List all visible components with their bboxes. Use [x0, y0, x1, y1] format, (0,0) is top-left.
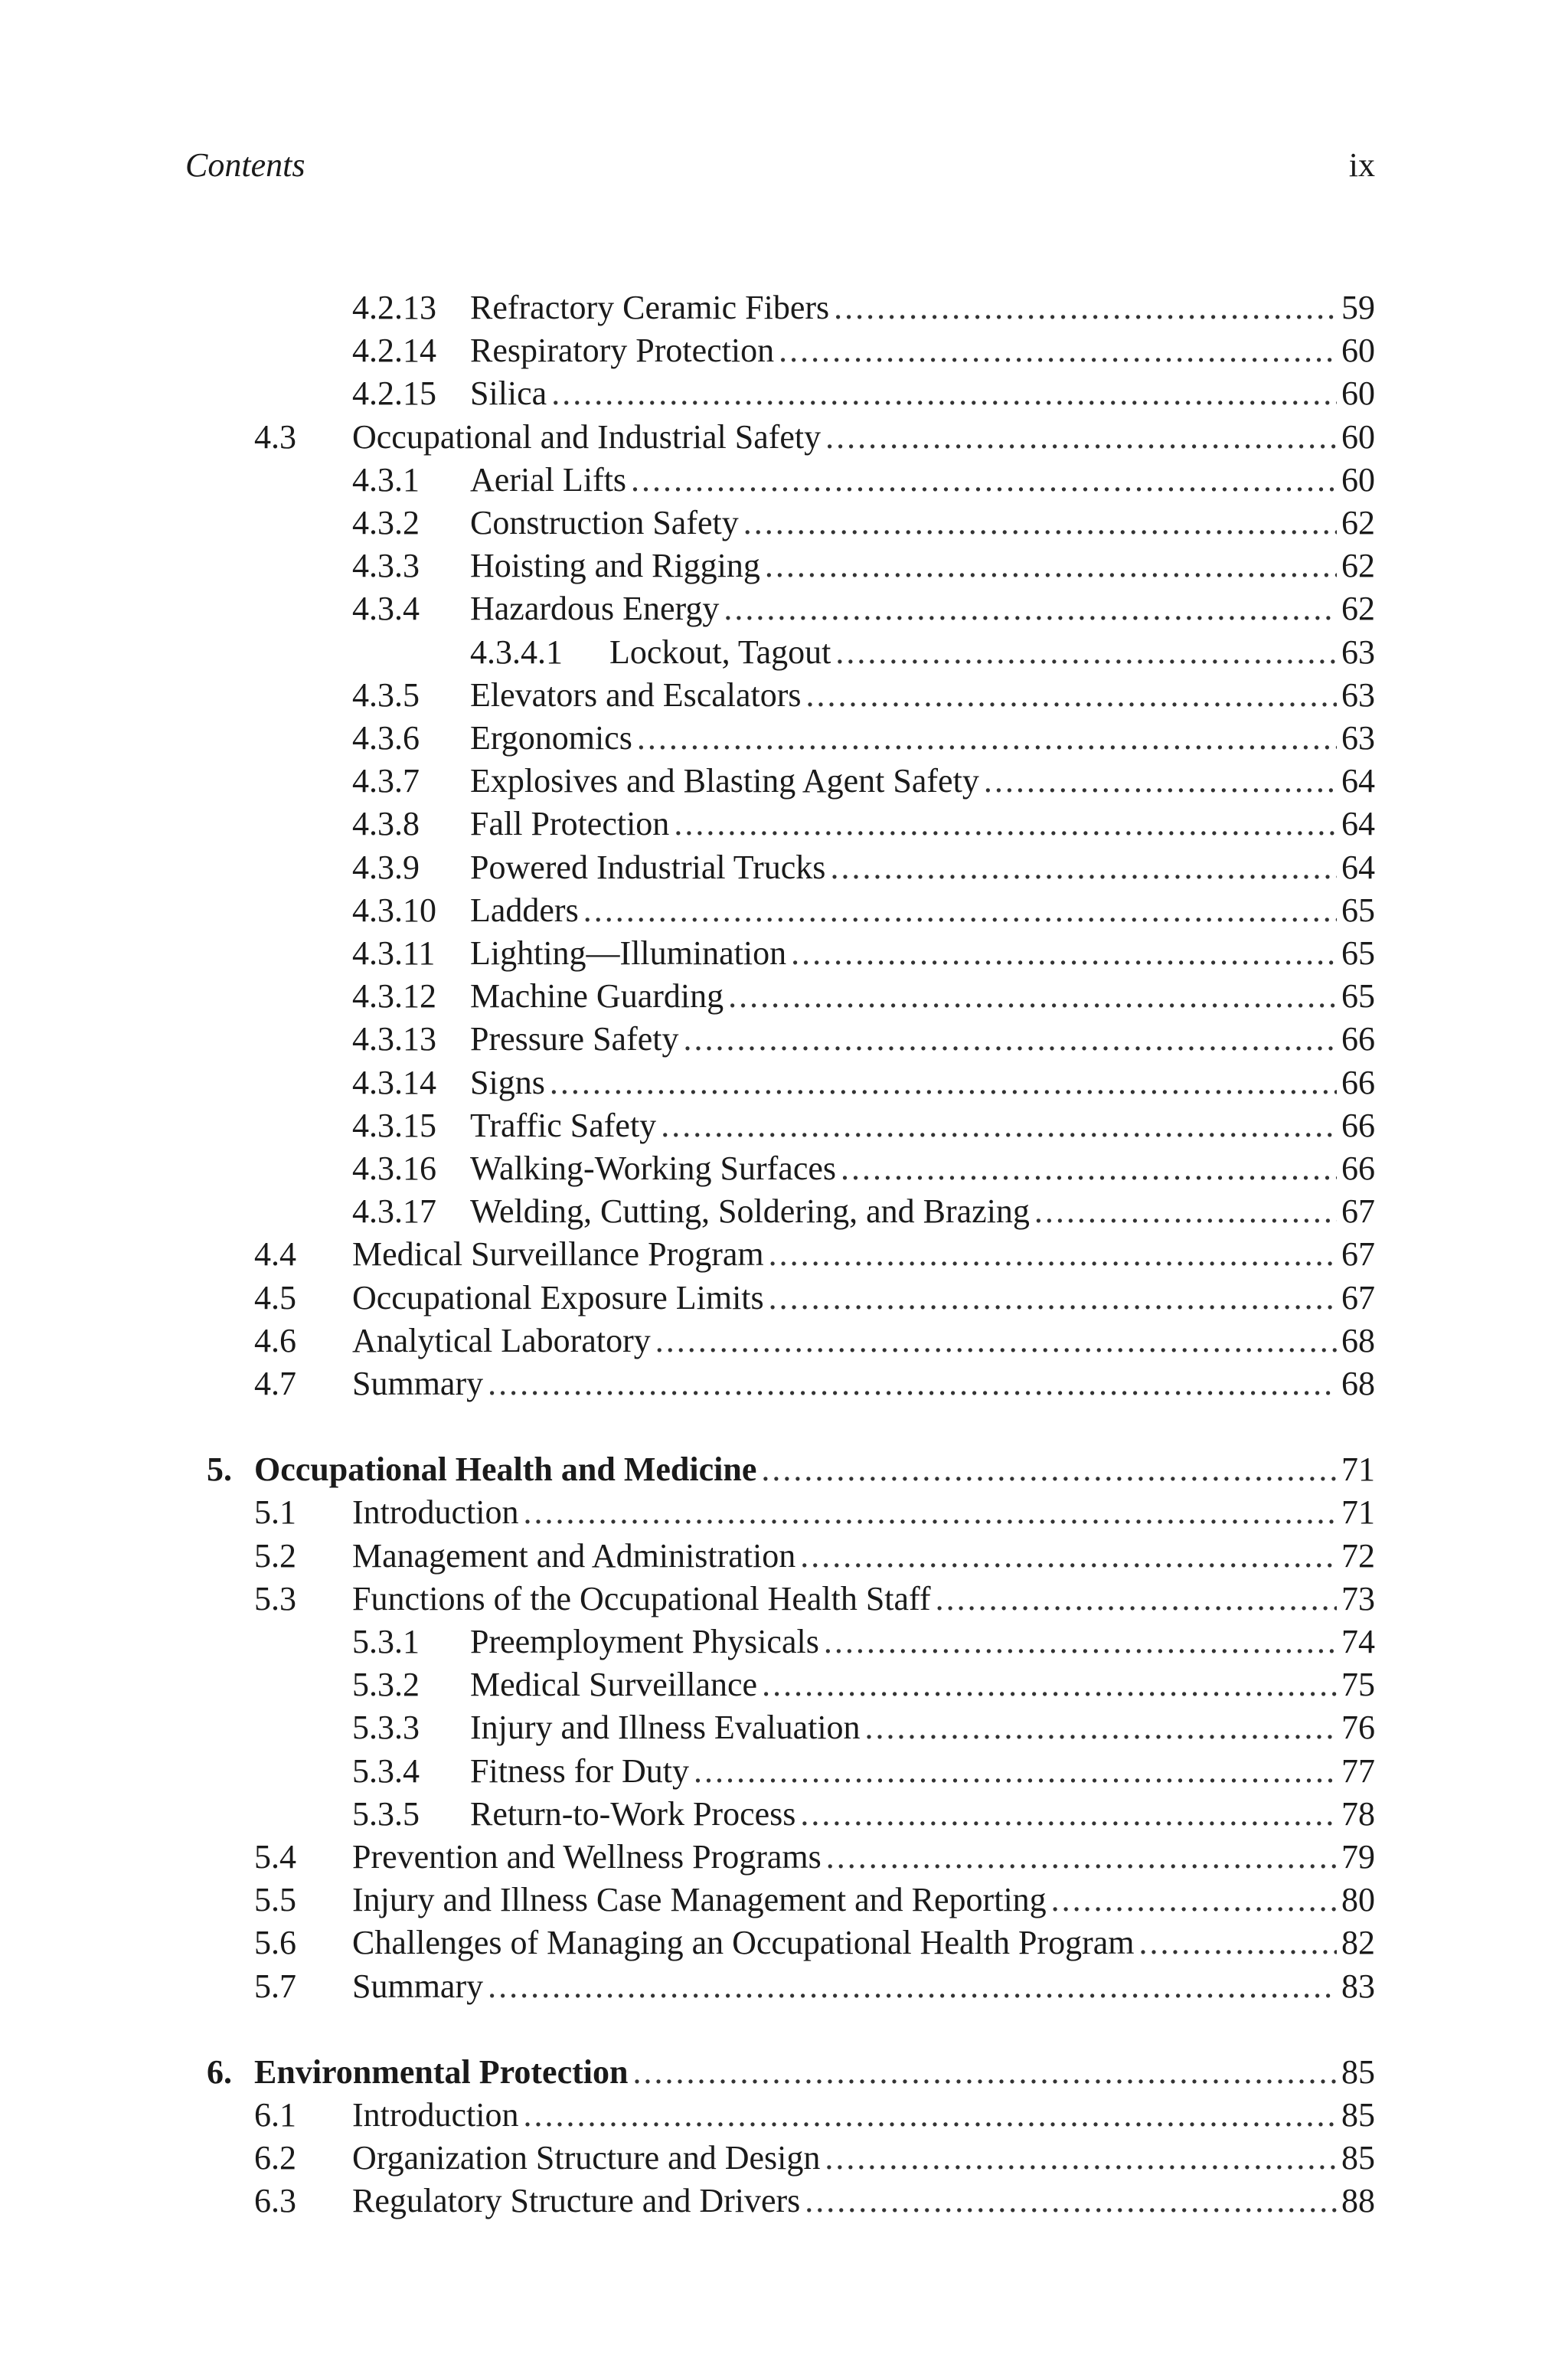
toc-entry[interactable]	[352, 459, 1375, 502]
toc-entry-page: 65	[1341, 891, 1375, 929]
toc-entry[interactable]	[254, 1535, 1375, 1578]
toc-entry[interactable]	[352, 286, 1375, 329]
toc-entry[interactable]	[352, 932, 1375, 975]
toc-entry-title: Analytical Laboratory	[352, 1322, 651, 1359]
toc-entry[interactable]	[352, 717, 1375, 760]
toc-entry[interactable]	[352, 975, 1375, 1018]
toc-entry[interactable]	[254, 1320, 1375, 1362]
dot-leader	[984, 760, 1337, 803]
toc-entry[interactable]	[352, 1750, 1375, 1793]
toc-chapter-entry[interactable]	[207, 1448, 1375, 1491]
toc-entry-title: Pressure Safety	[470, 1020, 679, 1058]
toc-entry[interactable]	[352, 1663, 1375, 1706]
toc-entry-title: Aerial Lifts	[470, 461, 627, 499]
toc-entry-number: 4.2.14	[352, 332, 436, 369]
toc-entry-page: 62	[1341, 504, 1375, 541]
toc-entry-number: 5.4	[254, 1838, 296, 1876]
dot-leader	[1034, 1190, 1337, 1233]
toc-entry-number: 4.3.13	[352, 1020, 436, 1058]
toc-entry-title: Construction Safety	[470, 504, 739, 541]
toc-entry-number: 4.3.3	[352, 547, 420, 584]
toc-entry-page: 80	[1341, 1881, 1375, 1918]
toc-entry-number: 4.3.12	[352, 977, 436, 1015]
toc-entry-page: 74	[1341, 1623, 1375, 1660]
toc-entry-page: 60	[1341, 374, 1375, 412]
dot-leader	[583, 889, 1337, 932]
toc-entry-number: 5.1	[254, 1493, 296, 1531]
toc-entry-number: 6.2	[254, 2139, 296, 2177]
toc-entry-number: 5.2	[254, 1537, 296, 1575]
dot-leader	[779, 329, 1337, 372]
toc-entry-number: 4.3.14	[352, 1064, 436, 1101]
toc-entry-page: 77	[1341, 1752, 1375, 1790]
dot-leader	[761, 1448, 1337, 1491]
toc-entry-title: Management and Administration	[352, 1537, 796, 1575]
toc-entry[interactable]	[254, 1491, 1375, 1534]
toc-entry-title: Functions of the Occupational Health Staff	[352, 1580, 931, 1617]
toc-entry-page: 83	[1341, 1967, 1375, 2005]
toc-entry[interactable]	[352, 1706, 1375, 1749]
toc-entry-number: 5.5	[254, 1881, 296, 1918]
page-number: ix	[1348, 146, 1375, 184]
toc-entry-page: 68	[1341, 1365, 1375, 1402]
toc-entry-number: 4.3.2	[352, 504, 420, 541]
toc-entry-page: 78	[1341, 1795, 1375, 1833]
toc-entry-number: 4.3.15	[352, 1107, 436, 1144]
toc-entry-number: 4.3.9	[352, 849, 420, 886]
toc-entry-number: 5.7	[254, 1967, 296, 2005]
toc-entry-title: Injury and Illness Case Management and Reporting	[352, 1881, 1047, 1918]
dot-leader	[488, 1965, 1337, 2008]
toc-entry-page: 66	[1341, 1150, 1375, 1187]
toc-entry[interactable]	[352, 1621, 1375, 1663]
toc-entry-title: Ladders	[470, 891, 579, 929]
toc-entry-page: 82	[1341, 1924, 1375, 1961]
toc-entry[interactable]	[352, 1018, 1375, 1061]
toc-entry[interactable]	[254, 1836, 1375, 1879]
toc-entry[interactable]	[254, 416, 1375, 459]
dot-leader	[551, 372, 1337, 415]
dot-leader	[825, 2137, 1337, 2180]
toc-entry-number: 4.3.5	[352, 676, 420, 714]
toc-entry[interactable]	[254, 1233, 1375, 1276]
toc-entry-number: 4.3.7	[352, 762, 420, 800]
dot-leader	[800, 1535, 1337, 1578]
toc-entry[interactable]	[470, 631, 1375, 674]
toc-entry[interactable]	[352, 674, 1375, 717]
toc-entry[interactable]	[254, 1277, 1375, 1320]
toc-entry-title: Explosives and Blasting Agent Safety	[470, 762, 979, 800]
toc-entry-title: Preemployment Physicals	[470, 1623, 819, 1660]
toc-entry-page: 88	[1341, 2182, 1375, 2219]
toc-entry-number: 4.5	[254, 1279, 296, 1316]
toc-entry-title: Prevention and Wellness Programs	[352, 1838, 822, 1876]
toc-entry-number: 5.3.1	[352, 1623, 420, 1660]
toc-entry-number: 5.6	[254, 1924, 296, 1961]
dot-leader	[550, 1061, 1337, 1104]
toc-entry-page: 64	[1341, 762, 1375, 800]
dot-leader	[524, 2094, 1337, 2137]
dot-leader	[1051, 1879, 1337, 1922]
toc-entry[interactable]	[254, 2180, 1375, 2222]
toc-entry-number: 5.3.4	[352, 1752, 420, 1790]
dot-leader	[684, 1018, 1338, 1061]
toc-entry-title: Return-to-Work Process	[470, 1795, 796, 1833]
toc-entry-page: 71	[1341, 1493, 1375, 1531]
toc-entry-page: 67	[1341, 1192, 1375, 1230]
toc-entry-title: Occupational and Industrial Safety	[352, 418, 822, 456]
toc-entry-title: Fitness for Duty	[470, 1752, 689, 1790]
toc-entry[interactable]	[352, 889, 1375, 932]
dot-leader	[637, 717, 1337, 760]
toc-entry-number: 5.	[207, 1451, 232, 1488]
toc-entry-number: 4.3.11	[352, 934, 436, 972]
toc-entry-title: Lighting—Illumination	[470, 934, 787, 972]
toc-entry-page: 60	[1341, 461, 1375, 499]
toc-entry-page: 72	[1341, 1537, 1375, 1575]
toc-entry-page: 59	[1341, 289, 1375, 326]
toc-entry-page: 71	[1341, 1451, 1375, 1488]
toc-entry-title: Lockout, Tagout	[609, 633, 831, 671]
toc-entry[interactable]	[352, 329, 1375, 372]
toc-entry-number: 4.3.16	[352, 1150, 436, 1187]
toc-entry-number: 4.7	[254, 1365, 296, 1402]
toc-entry-title: Introduction	[352, 1493, 519, 1531]
toc-entry-number: 4.2.15	[352, 374, 436, 412]
toc-entry-title: Summary	[352, 1365, 484, 1402]
toc-entry-title: Walking-Working Surfaces	[470, 1150, 837, 1187]
toc-entry-page: 75	[1341, 1666, 1375, 1703]
toc-entry[interactable]	[352, 502, 1375, 545]
toc-entry-page: 65	[1341, 934, 1375, 972]
toc-entry[interactable]	[254, 1879, 1375, 1922]
dot-leader	[488, 1362, 1337, 1405]
toc-entry-number: 5.3.3	[352, 1709, 420, 1746]
toc-entry-page: 63	[1341, 633, 1375, 671]
dot-leader	[655, 1320, 1337, 1362]
toc-entry[interactable]	[352, 545, 1375, 587]
toc-entry-page: 60	[1341, 418, 1375, 456]
toc-entry-number: 4.3.10	[352, 891, 436, 929]
toc-entry-number: 4.4	[254, 1235, 296, 1273]
toc-entry-page: 67	[1341, 1235, 1375, 1273]
toc-entry[interactable]	[254, 2094, 1375, 2137]
running-head-title: Contents	[185, 146, 305, 184]
dot-leader	[769, 1233, 1337, 1276]
toc-entry-page: 85	[1341, 2139, 1375, 2177]
dot-leader	[724, 587, 1337, 630]
toc-entry-number: 5.3	[254, 1580, 296, 1617]
toc-entry-page: 67	[1341, 1279, 1375, 1316]
dot-leader	[805, 2180, 1337, 2222]
dot-leader	[728, 975, 1337, 1018]
toc-entry-number: 5.3.5	[352, 1795, 420, 1833]
toc-entry-number: 5.3.2	[352, 1666, 420, 1703]
dot-leader	[632, 2051, 1337, 2094]
dot-leader	[800, 1793, 1337, 1836]
toc-entry-number: 4.3.1	[352, 461, 420, 499]
toc-entry-page: 66	[1341, 1020, 1375, 1058]
dot-leader	[661, 1104, 1337, 1147]
toc-entry-title: Injury and Illness Evaluation	[470, 1709, 861, 1746]
toc-entry[interactable]	[352, 846, 1375, 889]
toc-entry-page: 65	[1341, 977, 1375, 1015]
toc-entry-title: Hoisting and Rigging	[470, 547, 760, 584]
toc-entry-page: 85	[1341, 2053, 1375, 2091]
toc-entry-title: Hazardous Energy	[470, 590, 720, 627]
toc-entry[interactable]	[352, 372, 1375, 415]
toc-entry-page: 85	[1341, 2096, 1375, 2134]
toc-entry-page: 60	[1341, 332, 1375, 369]
dot-leader	[674, 803, 1337, 845]
toc-entry-title: Medical Surveillance Program	[352, 1235, 764, 1273]
toc-entry-number: 4.3.17	[352, 1192, 436, 1230]
toc-entry-title: Medical Surveillance	[470, 1666, 758, 1703]
toc-entry-title: Summary	[352, 1967, 484, 2005]
toc-entry-page: 79	[1341, 1838, 1375, 1876]
toc-chapter-entry[interactable]	[207, 2051, 1375, 2094]
toc-entry-page: 66	[1341, 1064, 1375, 1101]
dot-leader	[762, 1663, 1337, 1706]
toc-entry-page: 62	[1341, 547, 1375, 584]
toc-entry[interactable]	[352, 587, 1375, 630]
toc-entry[interactable]	[352, 1147, 1375, 1190]
dot-leader	[936, 1578, 1337, 1621]
toc-entry-title: Silica	[470, 374, 547, 412]
toc-entry-number: 4.3.4	[352, 590, 420, 627]
dot-leader	[524, 1491, 1337, 1534]
toc-entry-number: 4.3	[254, 418, 296, 456]
toc-entry-title: Occupational Health and Medicine	[254, 1451, 757, 1488]
toc-entry-title: Welding, Cutting, Soldering, and Brazing	[470, 1192, 1030, 1230]
toc-entry-number: 4.3.6	[352, 719, 420, 757]
toc-entry[interactable]	[352, 760, 1375, 803]
toc-entry-title: Signs	[470, 1064, 545, 1101]
toc-entry-number: 4.3.8	[352, 805, 420, 842]
dot-leader	[694, 1750, 1337, 1793]
toc-entry[interactable]	[254, 1922, 1375, 1964]
toc-entry-title: Respiratory Protection	[470, 332, 775, 369]
toc-entry[interactable]	[254, 1578, 1375, 1621]
toc-entry-number: 6.	[207, 2053, 232, 2091]
toc-entry-title: Fall Protection	[470, 805, 670, 842]
toc-entry-page: 63	[1341, 719, 1375, 757]
toc-entry-title: Challenges of Managing an Occupational Health Program	[352, 1924, 1135, 1961]
toc-entry[interactable]	[254, 1362, 1375, 1405]
toc-entry[interactable]	[352, 1104, 1375, 1147]
toc-entry-page: 62	[1341, 590, 1375, 627]
toc-entry[interactable]	[352, 1793, 1375, 1836]
dot-leader	[830, 846, 1337, 889]
dot-leader	[826, 1836, 1337, 1879]
dot-leader	[1138, 1922, 1337, 1964]
toc-entry-number: 4.6	[254, 1322, 296, 1359]
toc-entry-number: 6.1	[254, 2096, 296, 2134]
toc-entry-page: 64	[1341, 849, 1375, 886]
dot-leader	[841, 1147, 1337, 1190]
toc-entry-title: Refractory Ceramic Fibers	[470, 289, 830, 326]
dot-leader	[834, 286, 1337, 329]
toc-entry-title: Regulatory Structure and Drivers	[352, 2182, 801, 2219]
dot-leader	[835, 631, 1337, 674]
dot-leader	[769, 1277, 1337, 1320]
dot-leader	[631, 459, 1337, 502]
toc-entry-page: 64	[1341, 805, 1375, 842]
dot-leader	[865, 1706, 1337, 1749]
toc-entry-page: 63	[1341, 676, 1375, 714]
toc-entry-title: Machine Guarding	[470, 977, 724, 1015]
dot-leader	[791, 932, 1337, 975]
dot-leader	[806, 674, 1337, 717]
toc-entry-page: 68	[1341, 1322, 1375, 1359]
toc-entry-title: Traffic Safety	[470, 1107, 657, 1144]
toc-entry-title: Powered Industrial Trucks	[470, 849, 826, 886]
dot-leader	[825, 416, 1337, 459]
dot-leader	[765, 545, 1337, 587]
toc-entry-number: 6.3	[254, 2182, 296, 2219]
toc-entry[interactable]	[254, 1965, 1375, 2008]
dot-leader	[824, 1621, 1337, 1663]
toc-entry[interactable]	[352, 803, 1375, 845]
running-head	[185, 142, 1375, 188]
toc-entry[interactable]	[254, 2137, 1375, 2180]
toc-entry-title: Environmental Protection	[254, 2053, 629, 2091]
toc-entry-title: Organization Structure and Design	[352, 2139, 821, 2177]
toc-entry-number: 4.2.13	[352, 289, 436, 326]
toc-entry-title: Introduction	[352, 2096, 519, 2134]
toc-entry[interactable]	[352, 1061, 1375, 1104]
dot-leader	[743, 502, 1337, 545]
toc-entry-title: Occupational Exposure Limits	[352, 1279, 764, 1316]
toc-entry[interactable]	[352, 1190, 1375, 1233]
toc-entry-number: 4.3.4.1	[470, 633, 563, 671]
toc-entry-page: 66	[1341, 1107, 1375, 1144]
toc-entry-title: Ergonomics	[470, 719, 632, 757]
toc-entry-page: 73	[1341, 1580, 1375, 1617]
toc-entry-title: Elevators and Escalators	[470, 676, 802, 714]
toc-entry-page: 76	[1341, 1709, 1375, 1746]
